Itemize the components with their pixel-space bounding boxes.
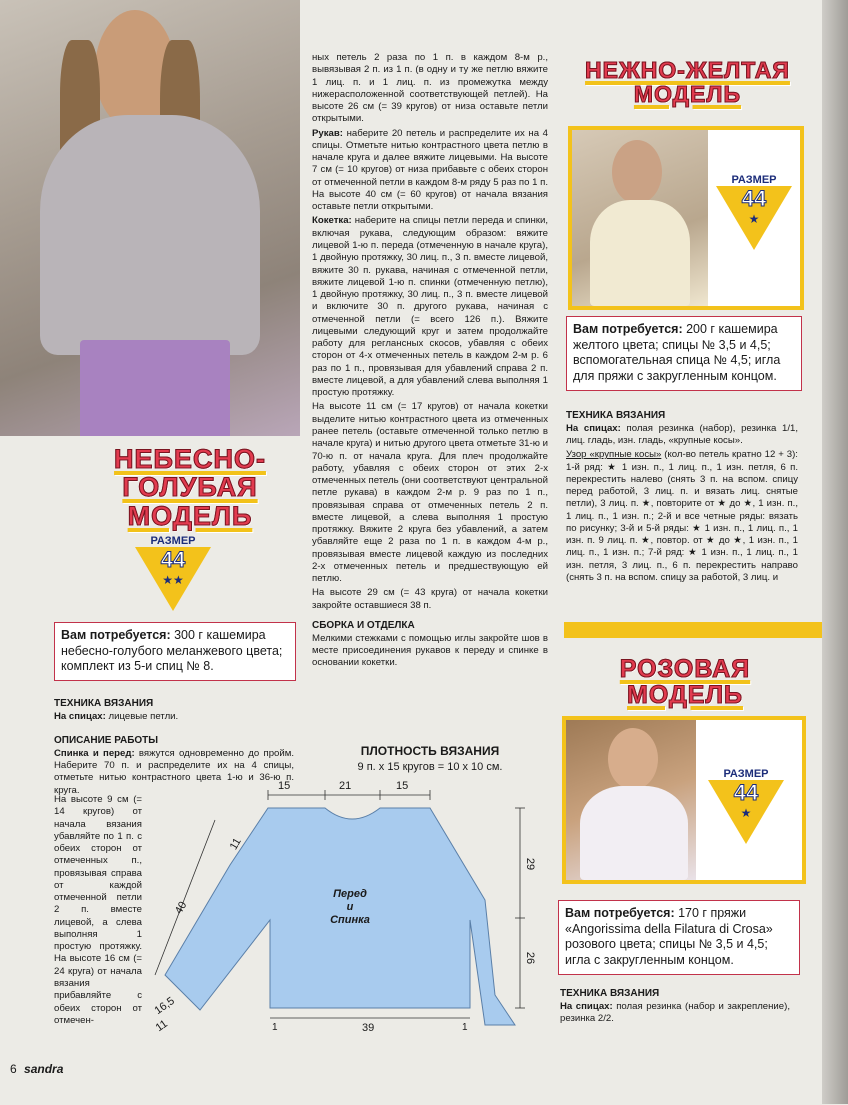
dim-top-right: 15 xyxy=(396,780,409,792)
left-description-continued: На высоте 9 см (= 14 кругов) от начала вязания убавляйте по 1 п. с обеих сторон от отмеченных п., провязывая справа от каждой отмеченной петли 2 п. вместе лицевой, а слева выполняя 1 простую протяжку. На высоте 16 см (= 24 круга) от начала вязания прибавляйте с обеих сторон от отмечен- xyxy=(54,794,142,1026)
yellow-model-frame xyxy=(568,126,804,310)
middle-column xyxy=(312,52,548,672)
label-back: Спинка xyxy=(330,914,370,927)
dim-bottom-mid: 39 xyxy=(362,1022,375,1034)
sweater-schematic xyxy=(140,780,560,1100)
dim-right-upper: 29 xyxy=(524,857,537,871)
density-heading: ПЛОТНОСТЬ ВЯЗАНИЯ xyxy=(360,744,500,758)
title-line-3: МОДЕЛЬ xyxy=(127,500,253,531)
size-badge-yellow xyxy=(714,174,794,244)
technique-label: На спицах: xyxy=(566,422,621,434)
size-value: 44 xyxy=(741,186,767,211)
density-text: 9 п. х 15 кругов = 10 х 10 см. xyxy=(357,761,503,773)
pink-model-frame xyxy=(562,716,806,884)
page-number: 6 xyxy=(10,1062,17,1076)
sleeve-label: Рукав: xyxy=(312,127,343,139)
photo-yellow-vest xyxy=(572,130,708,306)
size-badge-pink xyxy=(706,768,786,838)
pink-technique xyxy=(560,982,790,1027)
pattern-text: (кол-во петель кратно 12 + 3): 1-й ряд: ★ 1 изн. п., 1 лиц. п., 1 изн. петля, 6 п. перекрестить налево (снять 3 п. на вспом. спицу перед работой, 3 лиц. п. и вязать лиц. снятые петли), 3 лиц. п. ★, повторите от ★ до ★, 1 изн. п., 1 лиц. п., 1 изн. п.; 2-й и все четные ряды: вязать по рисунку; 3-й и 5-й ряды: ★ 1 изн. п., 1 лиц. п., 1 изн. п. 9 лиц. п. ★, повтор. от ★ до ★, 1 изн. п., 1 лиц. п., 1 изн. п.; 7-й ряд: ★ 1 изн. п., 1 лиц. п., 1 изн. петля, 3 лиц. п., 6 п. перекрестить направо (снять 3 п. на вспом. спицу за работой, 3 лиц. и xyxy=(566,449,798,583)
dim-sleeve: 40 xyxy=(172,899,190,917)
yellow-divider xyxy=(564,622,848,638)
technique-heading: ТЕХНИКА ВЯЗАНИЯ xyxy=(560,988,660,999)
dim-bottom-right: 1 xyxy=(462,1022,468,1033)
yellow-technique xyxy=(566,404,798,586)
description-heading: ОПИСАНИЕ РАБОТЫ xyxy=(54,735,159,747)
density-block xyxy=(330,744,530,773)
materials-text: 300 г кашемира небесно-голубого меланжевого цвета; комплект из 5-и спиц № 8. xyxy=(61,628,283,674)
difficulty-stars: ★★ xyxy=(162,573,184,587)
dim-raglan: 11 xyxy=(227,836,244,852)
page-footer xyxy=(10,1062,63,1076)
text-p1: ных петель 2 раза по 1 п. в каждом 8-м р., вывязывая 2 п. из 1 п. (в одну и ту же петлю вяжите 1 лиц. п. и 1 лиц. п. из промежутка между нижерасположенной соответствующей петлей). На высоте 26 см (= 39 кругов) от низа оставьте петли открытыми. xyxy=(312,52,548,125)
materials-box-left xyxy=(54,622,296,681)
materials-label: Вам потребуется: xyxy=(61,628,171,642)
technique-text: лицевые петли. xyxy=(105,710,179,722)
schematic-label xyxy=(310,888,390,928)
brand-logo: sandra xyxy=(24,1062,64,1076)
title-line-2: ГОЛУБАЯ xyxy=(122,472,258,503)
dim-cuff: 16,5 xyxy=(152,994,177,1018)
page-edge xyxy=(822,0,848,1104)
technique-text: полая резинка (набор и закрепление), резинка 2/2. xyxy=(560,1000,790,1025)
text-p5: На высоте 29 см (= 43 круга) от начала кокетки закройте оставшиеся 38 п. xyxy=(312,587,548,611)
description-text: вяжутся одновременно до пройм. Наберите 70 п. и распределите их на 4 спицы, отметьте нитью контрастного цвета 1-ю и 36-ю п. круга. xyxy=(54,747,294,796)
yellow-model-title xyxy=(565,58,810,106)
sweater-shape xyxy=(140,780,560,1100)
dim-top-left: 15 xyxy=(278,780,291,792)
pink-title-line-2: МОДЕЛЬ xyxy=(627,681,743,710)
dim-bottom-left: 1 xyxy=(272,1022,278,1033)
dim-top-mid: 21 xyxy=(339,780,352,792)
label-front: Перед xyxy=(333,888,367,900)
yoke-label: Кокетка: xyxy=(312,215,352,227)
technique-text: полая резинка (набор), резинка 1/1, лиц. гладь, изн. гладь, «крупные косы». xyxy=(566,422,798,447)
materials-box-yellow xyxy=(566,316,802,391)
description-label: Спинка и перед: xyxy=(54,747,135,759)
photo-blue-sweater xyxy=(0,0,300,436)
size-badge-left xyxy=(133,535,213,605)
title-line-1: НЕБЕСНО- xyxy=(114,444,266,474)
dim-cuff-low: 11 xyxy=(153,1017,170,1035)
size-value: 44 xyxy=(733,780,759,805)
assembly-text: Мелкими стежками с помощью иглы закройте шов в месте присоединения рукавов к переду и спинке в основании кокетки. xyxy=(312,632,548,669)
technique-heading: ТЕХНИКА ВЯЗАНИЯ xyxy=(54,698,154,709)
technique-label: На спицах: xyxy=(560,1000,613,1012)
size-label: РАЗМЕР xyxy=(150,535,196,547)
size-value: 44 xyxy=(160,547,186,572)
technique-heading: ТЕХНИКА ВЯЗАНИЯ xyxy=(566,410,666,421)
materials-text: 200 г кашемира желтого цвета; спицы № 3,5 и 4,5; вспомогательная спица № 4,5; игла для пряжи с закругленным концом. xyxy=(573,322,781,383)
yoke-text: наберите на спицы петли переда и спинки, включая рукава, следующим образом: вяжите лицевой 1-ю п. переда (отмеченную в начале круга), 1 двойную протяжку, 30 лиц. п., 3 п. вместе лицевой, вяжите 30 п. рукава, начиная с отмеченной петли, вяжите лицевой 1-ю п. спинки (отмеченную петлю), 1 двойную протяжку, 30 лиц. п., 3 п. вместе лицевой и включите 30 п. другого рукава, начиная с отмеченной петли (= всего 126 п.). Вяжите лицевыми следующий круг и затем продолжайте работу для реглансных скосов, убавляя с обеих сторон от 4-х отмеченных петель в каждом 2-м р. 6 раз по 1 п., провязывая для убавлений справа 2 п. вместе лицевой, а для убавлений слева выполняя 1 простую протяжку. xyxy=(312,215,548,399)
difficulty-stars: ★ xyxy=(748,212,760,226)
photo-pink-top xyxy=(566,720,696,880)
size-label: РАЗМЕР xyxy=(731,174,777,186)
label-and: и xyxy=(346,901,354,914)
pink-title-line-1: РОЗОВАЯ xyxy=(619,655,751,683)
text-p4: На высоте 11 см (= 17 кругов) от начала кокетки выделите нитью контрастного цвета из отмеченных ранее петель (оставьте отмеченной только петлю в начале круга) и нитью другого цвета отметьте 31-ю и 70-ю п. от начала круга. Для плеч продолжайте работу, убавляя с обеих сторон от этих 2-х отмеченных петель (они соответствуют центральной петле рукава) в каждом 2-м р. 9 раз по 1 п., провязывая справа от отмеченных петель 2 п. вместе лицевой, а слева выполняя 1 простую протяжку. Вяжите 2 круга без убавлений, а затем убавляйте еще 2 раза по 1 п. в каждом 4-м р., провязывая вместе лицевой каждую из последних 2-х отмеченных петель и предшествующую ей петлю. xyxy=(312,401,548,585)
yellow-title-line-1: НЕЖНО-ЖЕЛТАЯ xyxy=(585,57,790,83)
pink-model-title xyxy=(585,656,785,709)
materials-label: Вам потребуется: xyxy=(573,322,683,336)
left-model-title xyxy=(60,445,320,530)
sleeve-text: наберите 20 петель и распределите их на 4 спицы. Отметьте нитью контрастного цвета петлю в начале круга и далее вяжите лицевыми. На высоте 7 см (= 10 кругов) от низа прибавьте с обеих сторон от отмеченной петли в каждом 8-м ряду 5 раз по 1 п. На высоте 40 см (= 60 кругов) от начала вязания оставьте петли открытыми. xyxy=(312,127,548,213)
assembly-heading: СБОРКА И ОТДЕЛКА xyxy=(312,619,415,631)
materials-text: 170 г пряжи «Angorissima della Filatura di Crosa» розового цвета; спицы № 3,5 и 4,5; игла с закругленным концом. xyxy=(565,906,773,967)
dim-right-lower: 26 xyxy=(524,951,537,965)
yellow-title-line-2: МОДЕЛЬ xyxy=(633,81,742,108)
size-label: РАЗМЕР xyxy=(723,768,769,780)
materials-label: Вам потребуется: xyxy=(565,906,675,920)
materials-box-pink xyxy=(558,900,800,975)
technique-label: На спицах: xyxy=(54,710,106,722)
pattern-label: Узор «крупные косы» xyxy=(566,449,662,461)
difficulty-stars: ★ xyxy=(740,806,752,820)
